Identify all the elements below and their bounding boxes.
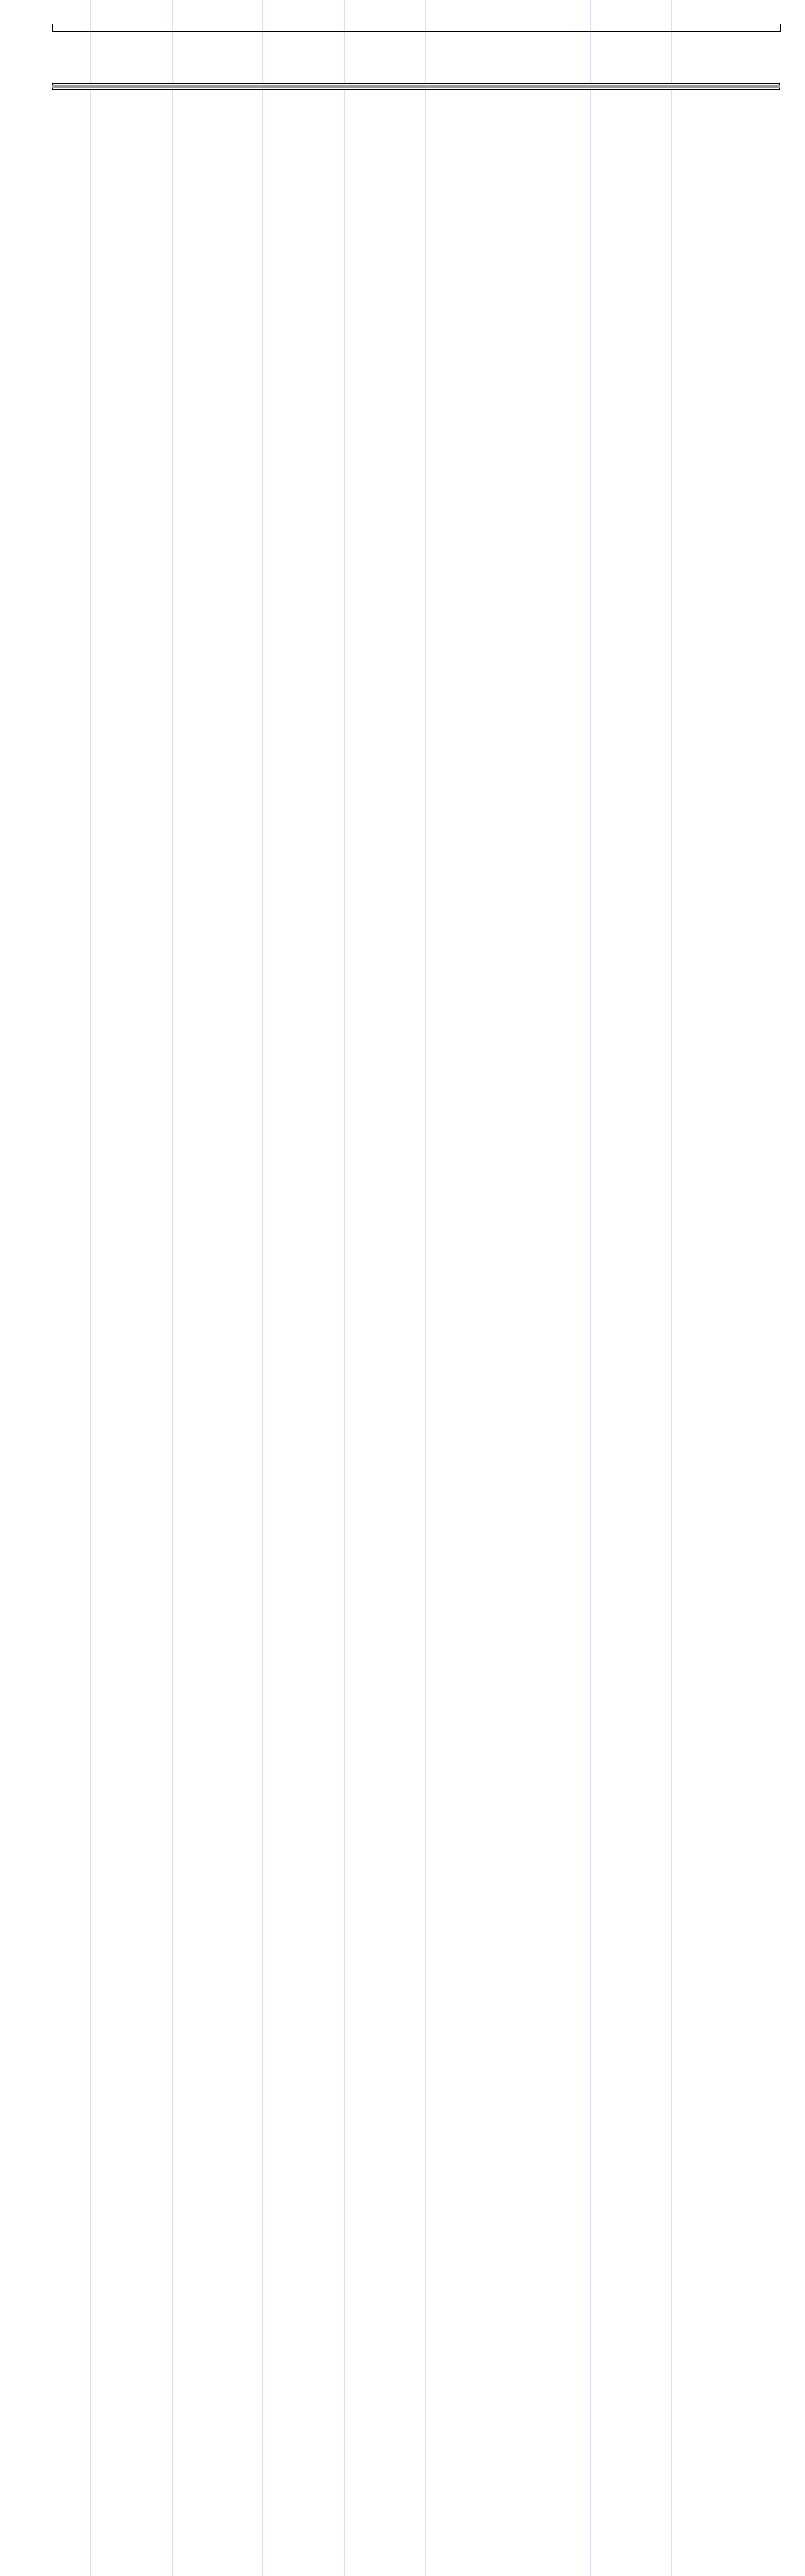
grid-line (90, 0, 91, 2576)
grid-line (262, 0, 263, 2576)
cytoband-fill (52, 85, 780, 88)
grid-line (671, 0, 672, 2576)
ruler-axis (52, 31, 780, 32)
grid-line (590, 0, 591, 2576)
grid-line (425, 0, 426, 2576)
grid-line (344, 0, 345, 2576)
grid-line (172, 0, 173, 2576)
ruler-tick (52, 24, 53, 32)
ruler-tick (780, 24, 781, 32)
